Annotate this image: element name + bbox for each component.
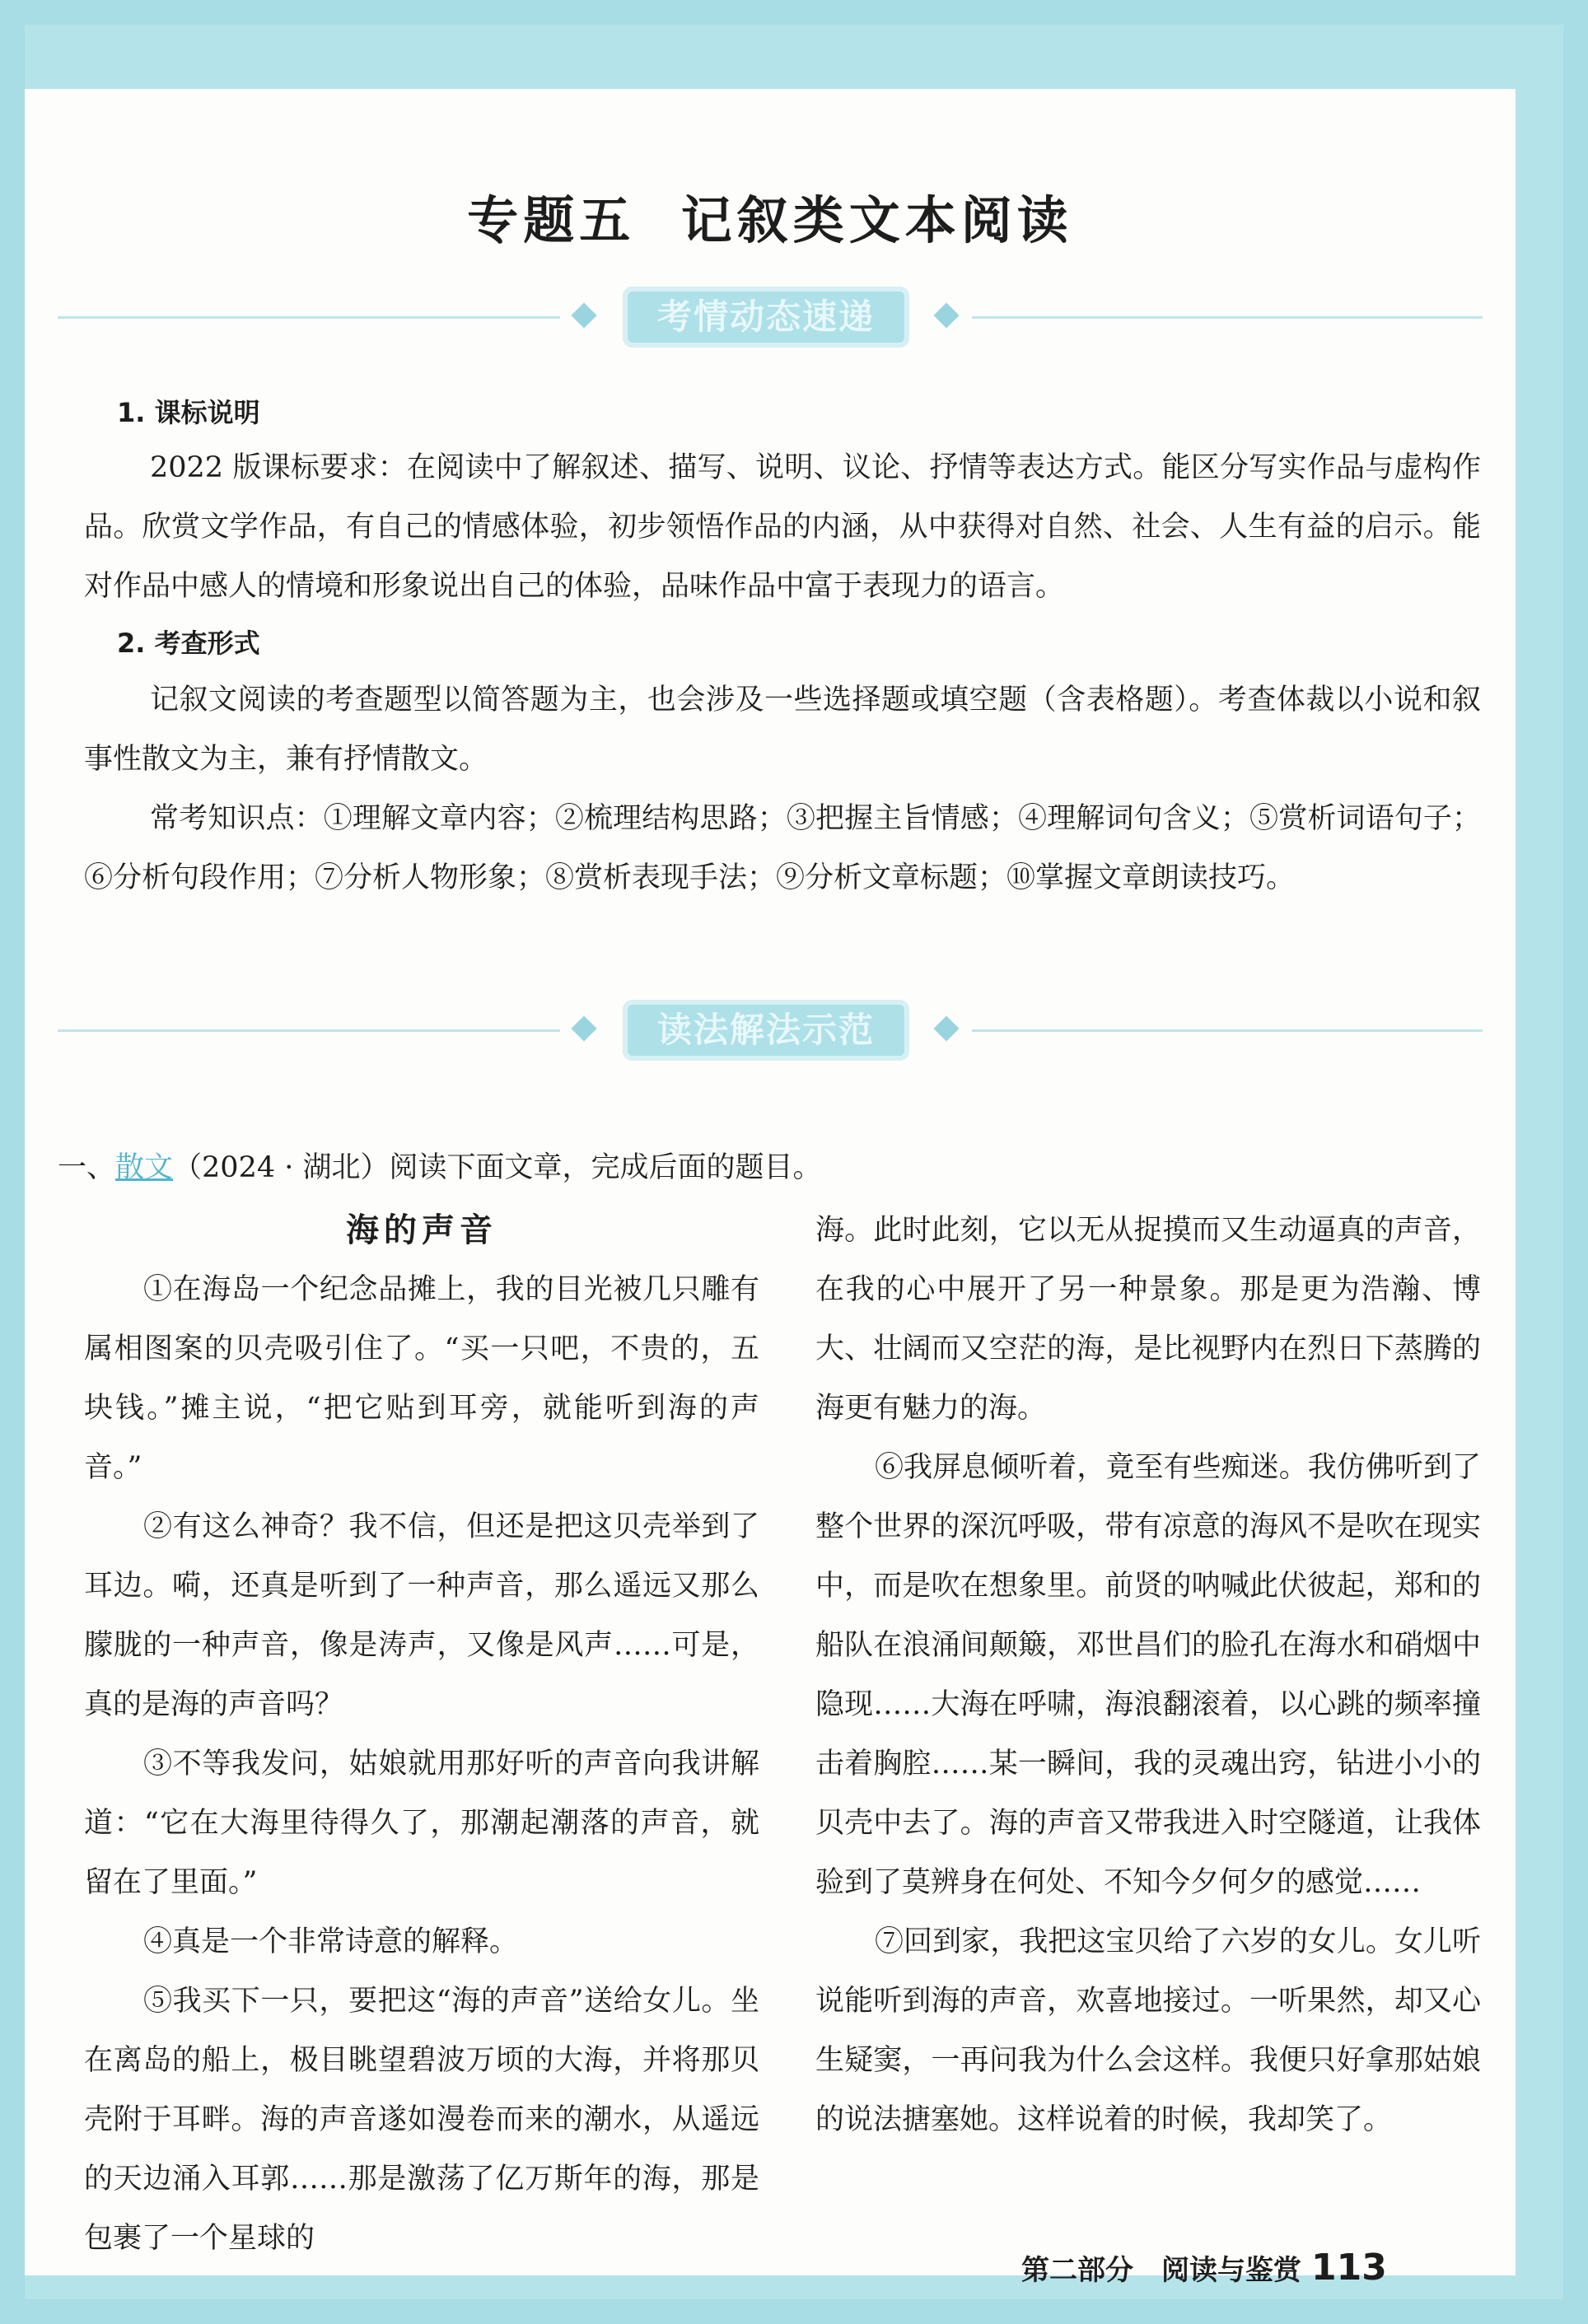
article-paragraph: ⑦回到家，我把这宝贝给了六岁的女儿。女儿听说能听到海的声音，欢喜地接过。一听果然，却又心生疑窦，一再问我为什么会这样。我便只好拿那姑娘的说法搪塞她。这样说着的时候，我却笑了。 <box>815 1925 1481 2136</box>
page-title <box>25 180 1516 253</box>
title-topic: 专题五 <box>467 190 636 250</box>
paragraph-form: 记叙文阅读的考查题型以简答题为主，也会涉及一些选择题或填空题（含表格题）。考查体裁以小说和叙事性散文为主，兼有抒情散文。 <box>84 684 1481 776</box>
article-column-left <box>84 1201 759 2268</box>
article-paragraph-continued: 海。此时此刻，它以无从捉摸而又生动逼真的声音，在我的心中展开了另一种景象。那是更为浩瀚、博大、壮阔而又空茫的海，是比视野内在烈日下蒸腾的海更有魅力的海。 <box>815 1214 1481 1425</box>
page-number: 113 <box>1311 2247 1387 2289</box>
question-intro <box>58 1145 821 1186</box>
article-paragraph: ④真是一个非常诗意的解释。 <box>143 1925 519 1958</box>
heading-form: 2. 考查形式 <box>117 628 260 659</box>
article-paragraph: ①在海岛一个纪念品摊上，我的目光被几只雕有属相图案的贝壳吸引住了。“买一只吧，不贵的，五块钱。”摊主说，“把它贴到耳旁，就能听到海的声音。” <box>84 1273 759 1484</box>
banner-line-left <box>58 316 560 319</box>
banner-line-right <box>972 1029 1483 1032</box>
heading-standard: 1. 课标说明 <box>117 397 260 428</box>
page-footer <box>1021 2247 1387 2289</box>
diamond-icon <box>933 1015 959 1041</box>
diamond-icon <box>571 1015 596 1041</box>
page-top-band <box>25 25 1563 89</box>
footer-label: 第二部分 阅读与鉴赏 <box>1021 2254 1301 2287</box>
banner-line-right <box>972 316 1483 319</box>
banner-label: 读法解法示范 <box>623 1000 909 1061</box>
paragraph-standard: 2022 版课标要求：在阅读中了解叙述、描写、说明、议论、抒情等表达方式。能区分写实作品与虚构作品。欣赏文学作品，有自己的情感体验，初步领悟作品的内涵，从中获得对自然、社会、人生有益的启示。能对作品中感人的情境和形象说出自己的体验，品味作品中富于表现力的语言。 <box>84 451 1481 603</box>
diamond-icon <box>933 302 959 328</box>
article-paragraph: ⑥我屏息倾听着，竟至有些痴迷。我仿佛听到了整个世界的深沉呼吸，带有凉意的海风不是吹在现实中，而是吹在想象里。前贤的呐喊此伏彼起，郑和的船队在浪涌间颠簸，邓世昌们的脸孔在海水和硝烟中隐现……大海在呼啸，海浪翻滚着，以心跳的频率撞击着胸腔……某一瞬间，我的灵魂出窍，钻进小小的贝壳中去了。海的声音又带我进入时空隧道，让我体验到了莫辨身在何处、不知今夕何夕的感觉…… <box>815 1451 1481 1899</box>
article-paragraph: ⑤我买下一只，要把这“海的声音”送给女儿。坐在离岛的船上，极目眺望碧波万顷的大海，并将那贝壳附于耳畔。海的声音遂如漫卷而来的潮水，从遥远的天边涌入耳郭……那是激荡了亿万斯年的海，那是包裹了一个星球的 <box>84 1985 759 2255</box>
diamond-icon <box>571 302 596 328</box>
question-number: 一、 <box>58 1151 116 1184</box>
paper <box>25 89 1516 2289</box>
banner-line-left <box>58 1029 560 1032</box>
paragraph-knowledge: 常考知识点：①理解文章内容；②梳理结构思路；③把握主旨情感；④理解词句含义；⑤赏析词语句子；⑥分析句段作用；⑦分析人物形象；⑧赏析表现手法；⑨分析文章标题；⑩掌握文章朗读技巧。 <box>84 802 1481 894</box>
page <box>25 25 1563 2299</box>
question-text: （2024 · 湖北）阅读下面文章，完成后面的题目。 <box>173 1151 822 1184</box>
article-column-right <box>815 1201 1481 2149</box>
section-banner-exam <box>58 268 1483 367</box>
article-paragraph: ③不等我发问，姑娘就用那好听的声音向我讲解道：“它在大海里待得久了，那潮起潮落的声音，就留在了里面。” <box>84 1748 759 1899</box>
section-banner-demo <box>58 982 1483 1080</box>
article-title: 海的声音 <box>346 1211 497 1249</box>
genre-tag-link[interactable]: 散文 <box>115 1151 174 1184</box>
article-paragraph: ②有这么神奇？我不信，但还是把这贝壳举到了耳边。嗬，还真是听到了一种声音，那么遥远又那么朦胧的一种声音，像是涛声，又像是风声……可是，真的是海的声音吗？ <box>84 1510 759 1721</box>
banner-label: 考情动态速递 <box>623 287 909 348</box>
title-subject: 记叙类文本阅读 <box>680 190 1073 250</box>
